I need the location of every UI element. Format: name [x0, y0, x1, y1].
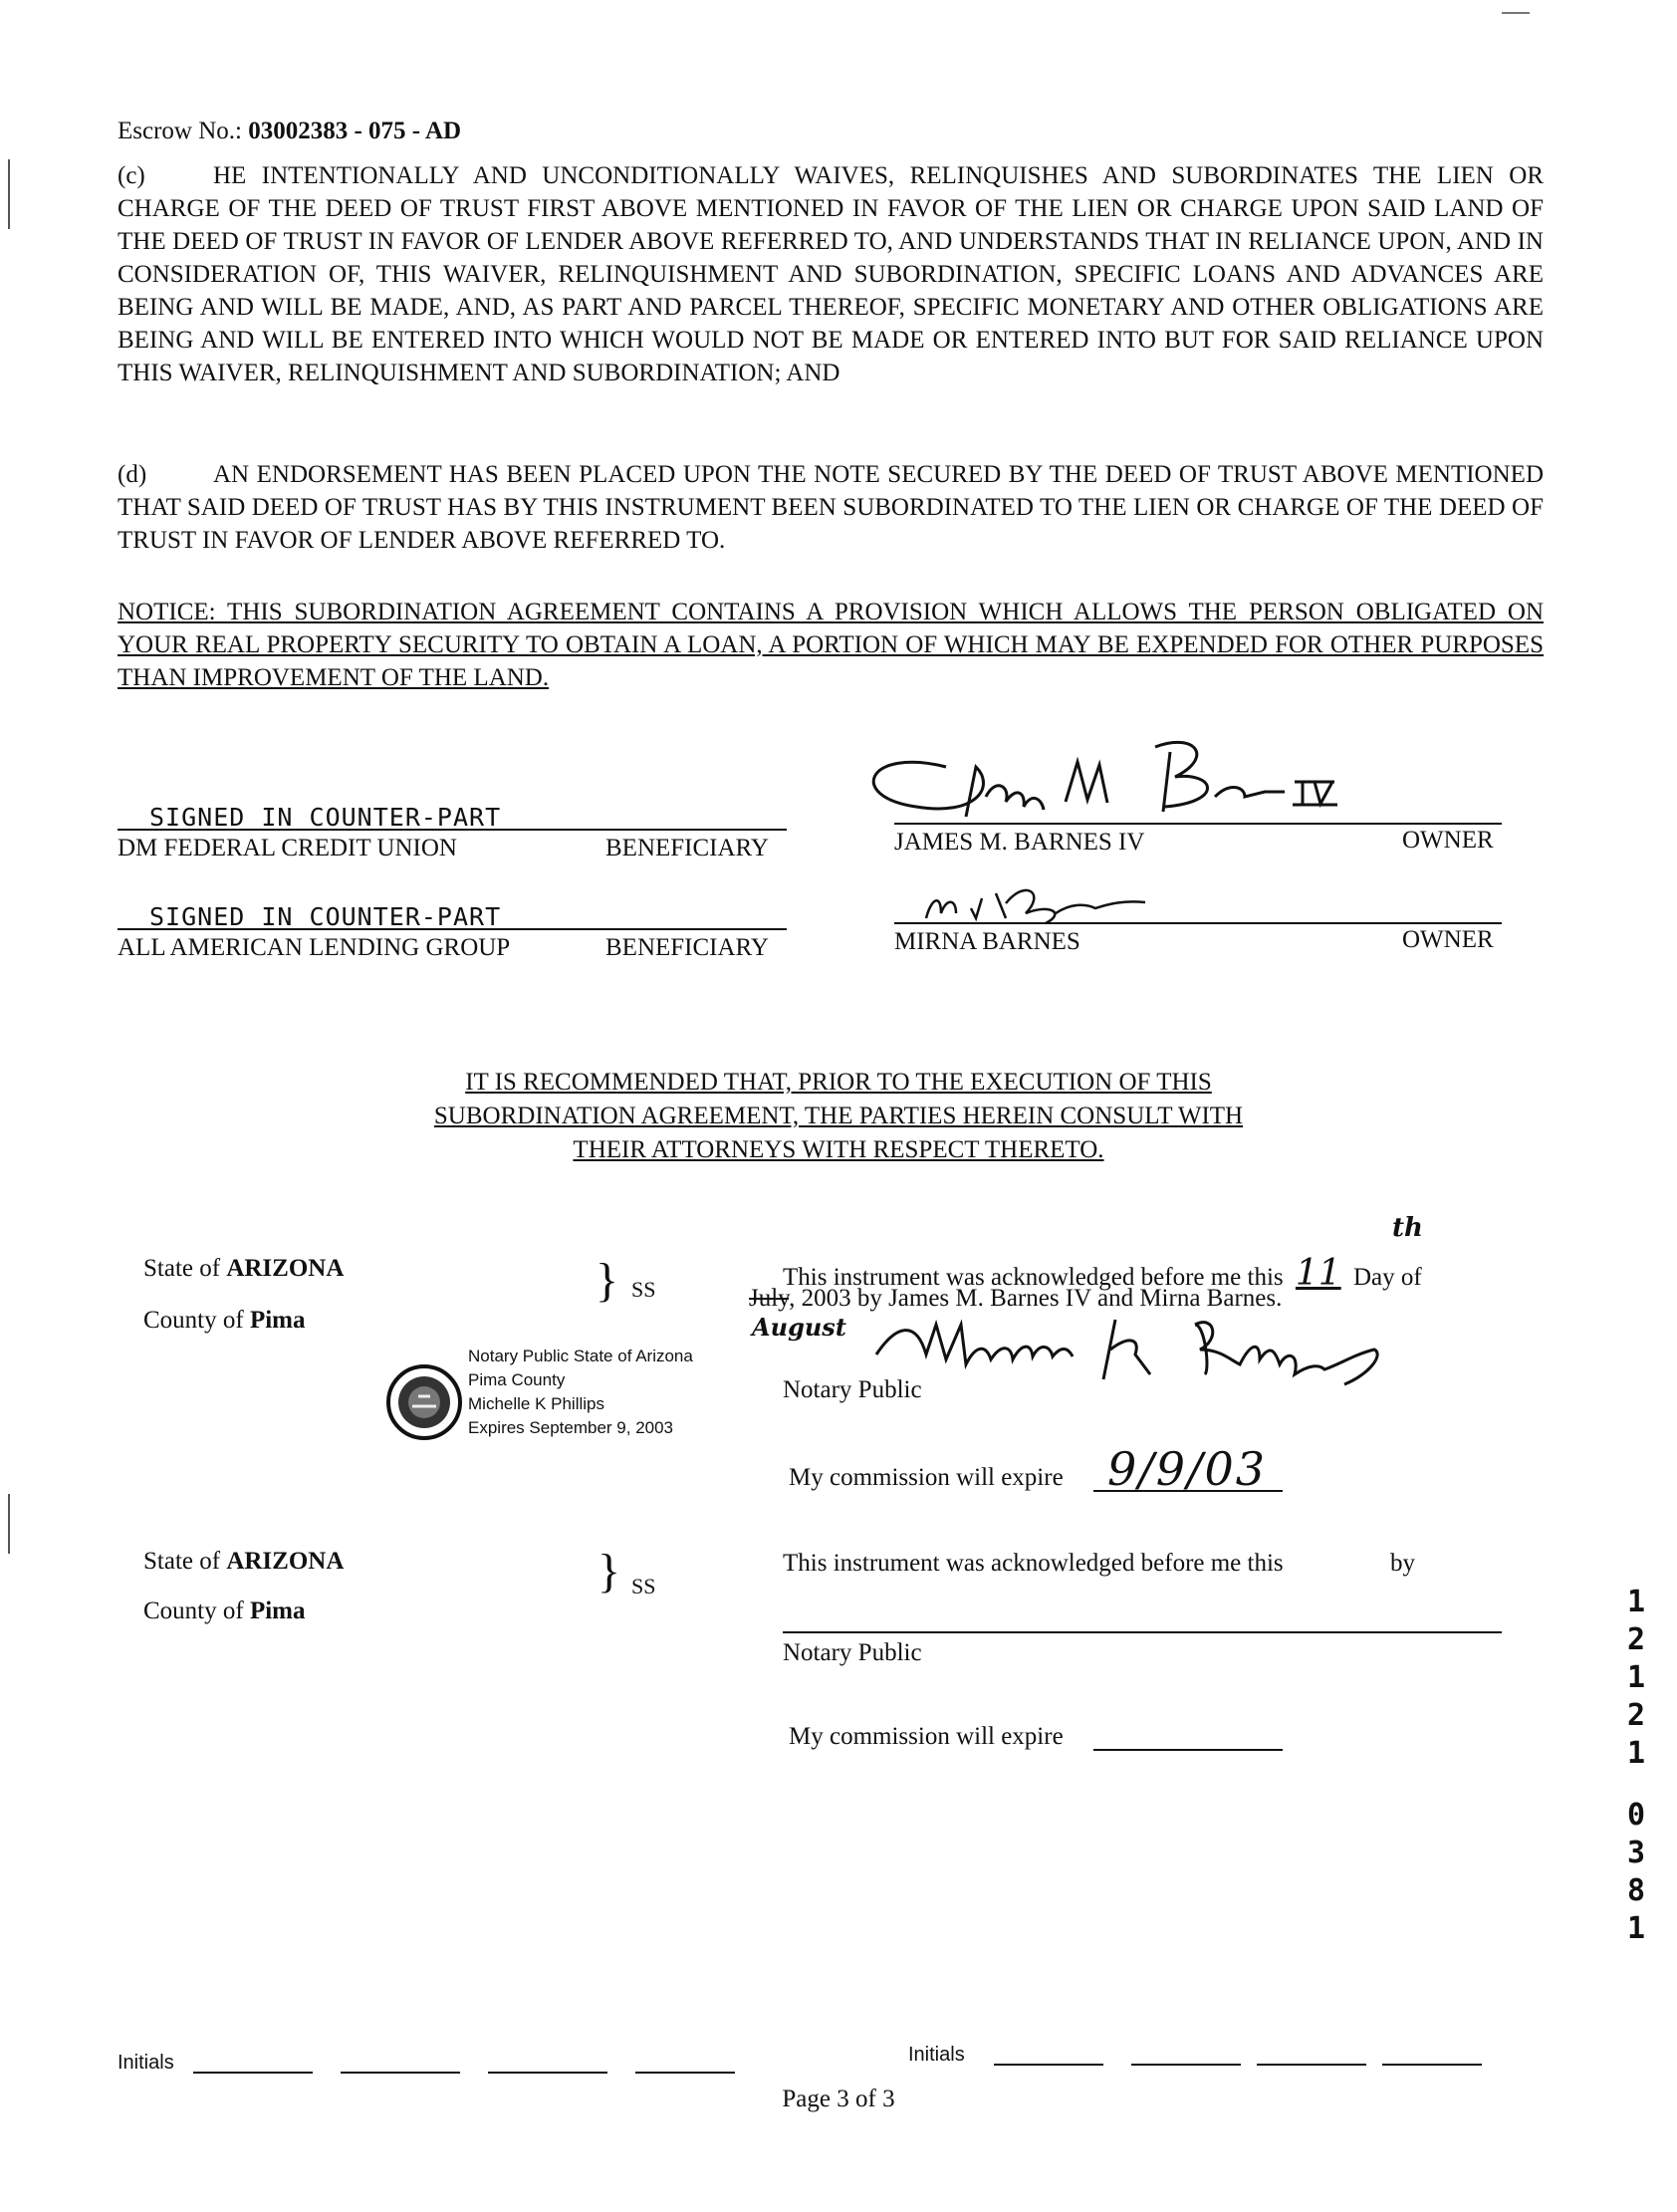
- initials-line: [635, 2072, 735, 2074]
- notary-signature-line: [783, 1631, 1502, 1633]
- initials-line: [1131, 2064, 1241, 2066]
- signature-line: [894, 823, 1502, 825]
- brace: }: [598, 1545, 621, 1598]
- page-number: Page 3 of 3: [782, 2086, 895, 2112]
- ack-line-1: This instrument was acknowledged before me this 11 Day of: [783, 1253, 1422, 1294]
- recommendation-line: THEIR ATTORNEYS WITH RESPECT THERETO.: [573, 1136, 1104, 1163]
- commission-line: My commission will expire: [789, 1723, 1064, 1750]
- expire-underline: [1093, 1749, 1283, 1751]
- recommendation-line: IT IS RECOMMENDED THAT, PRIOR TO THE EXECUTION OF THIS: [465, 1069, 1212, 1096]
- ack-line: This instrument was acknowledged before me this: [783, 1550, 1284, 1577]
- owner-role: OWNER: [1402, 827, 1494, 854]
- beneficiary-name: ALL AMERICAN LENDING GROUP: [118, 934, 511, 961]
- initials-line: [341, 2072, 460, 2074]
- commission-expire-date: 9/9/03: [1107, 1442, 1268, 1496]
- owner-name: MIRNA BARNES: [894, 928, 1080, 955]
- beneficiary-name: DM FEDERAL CREDIT UNION: [118, 835, 457, 861]
- escrow-number: 03002383 - 075 - AD: [248, 118, 462, 144]
- ack-month-struck: July: [749, 1285, 790, 1312]
- ss-label: SS: [631, 1574, 656, 1598]
- beneficiary-role: BENEFICIARY: [605, 934, 769, 961]
- scan-mark: [8, 159, 10, 229]
- notice-text: NOTICE: THIS SUBORDINATION AGREEMENT CONTAINS A PROVISION WHICH ALLOWS THE PERSON OBLIGATED ON YOUR REAL PROPERTY SECURITY TO OBTAIN A LOAN, A PORTION OF WHICH MAY BE EXPENDED FOR OTHER PURPOSES THAN IMPROVEMENT OF THE LAND.: [118, 599, 1544, 691]
- scan-mark: [8, 1494, 10, 1554]
- clause-c: (c) HE INTENTIONALLY AND UNCONDITIONALLY WAIVES, RELINQUISHES AND SUBORDINATES THE LIEN OR CHARGE OF THE DEED OF TRUST FIRST ABOVE MENTIONED IN FAVOR OF THE LIEN OR CHARGE UPON SAID LAND OF THE DEED OF TRUST IN FAVOR OF LENDER ABOVE REFERRED TO, AND UNDERSTANDS THAT IN RELIANCE UPON, AND IN CONSIDERATION OF, THIS WAIVER, RELINQUISHMENT AND SUBORDINATION, SPECIFIC LOANS AND ADVANCES ARE BEING AND WILL BE MADE, AND, AS PART AND PARCEL THEREOF, SPECIFIC MONETARY AND OTHER OBLIGATIONS ARE BEING AND WILL BE ENTERED INTO WHICH WOULD NOT BE MADE OR ENTERED INTO BUT FOR SAID RELIANCE UPON THIS WAIVER, RELINQUISHMENT AND SUBORDINATION; AND: [118, 162, 1544, 386]
- escrow-header: Escrow No.: 03002383 - 075 - AD: [118, 118, 462, 144]
- ack-day: 11: [1295, 1253, 1341, 1294]
- state-line: State of ARIZONA: [143, 1255, 345, 1282]
- ack-month-handwritten: August: [752, 1313, 846, 1342]
- county-line: County of Pima: [143, 1307, 306, 1334]
- notary-seal-icon: [384, 1362, 464, 1442]
- signature-line: [894, 922, 1502, 924]
- owner-signature-james: [827, 727, 1384, 827]
- scan-mark: [1502, 12, 1530, 14]
- state-line: State of ARIZONA: [143, 1548, 345, 1575]
- initials-line: [488, 2072, 607, 2074]
- initials-line: [1257, 2064, 1366, 2066]
- owner-signature-mirna: [916, 878, 1155, 928]
- beneficiary-role: BENEFICIARY: [605, 835, 769, 861]
- ss-label: SS: [631, 1277, 656, 1302]
- county-line: County of Pima: [143, 1598, 306, 1624]
- ack-day-suffix: th: [1392, 1213, 1423, 1243]
- signature-line: [118, 928, 787, 930]
- clause-d: (d) AN ENDORSEMENT HAS BEEN PLACED UPON THE NOTE SECURED BY THE DEED OF TRUST ABOVE MENTIONED THAT SAID DEED OF TRUST HAS BY THIS INSTRUMENT BEEN SUBORDINATED TO THE LIEN OR CHARGE OF THE DEED OF TRUST IN FAVOR OF LENDER ABOVE REFERRED TO.: [118, 461, 1544, 554]
- seal-text: Notary Public State of Arizona Pima County Michelle K Phillips Expires September 9, 2003: [468, 1347, 693, 1437]
- initials-label: Initials: [118, 2052, 174, 2074]
- recommendation-line: SUBORDINATION AGREEMENT, THE PARTIES HEREIN CONSULT WITH: [433, 1103, 1244, 1129]
- commission-line: My commission will expire: [789, 1464, 1064, 1491]
- ack-by: by: [1390, 1550, 1415, 1577]
- notary-label: Notary Public: [783, 1376, 922, 1403]
- owner-name: JAMES M. BARNES IV: [894, 829, 1145, 856]
- initials-line: [193, 2072, 313, 2074]
- signature-line: [118, 829, 787, 831]
- notary-signature: [866, 1305, 1444, 1394]
- side-record-number: 1 2 1 2 1 0 3 8 1: [1626, 1585, 1646, 1946]
- initials-line: [994, 2064, 1103, 2066]
- owner-role: OWNER: [1402, 926, 1494, 953]
- ack-line-2: July, 2003 by James M. Barnes IV and Mirna Barnes.: [749, 1285, 1283, 1312]
- initials-label: Initials: [908, 2044, 965, 2066]
- counterpart-stamp: SIGNED IN COUNTER-PART: [149, 902, 502, 931]
- initials-line: [1382, 2064, 1482, 2066]
- brace: }: [596, 1254, 619, 1307]
- counterpart-stamp: SIGNED IN COUNTER-PART: [149, 803, 502, 832]
- notary-label: Notary Public: [783, 1639, 922, 1666]
